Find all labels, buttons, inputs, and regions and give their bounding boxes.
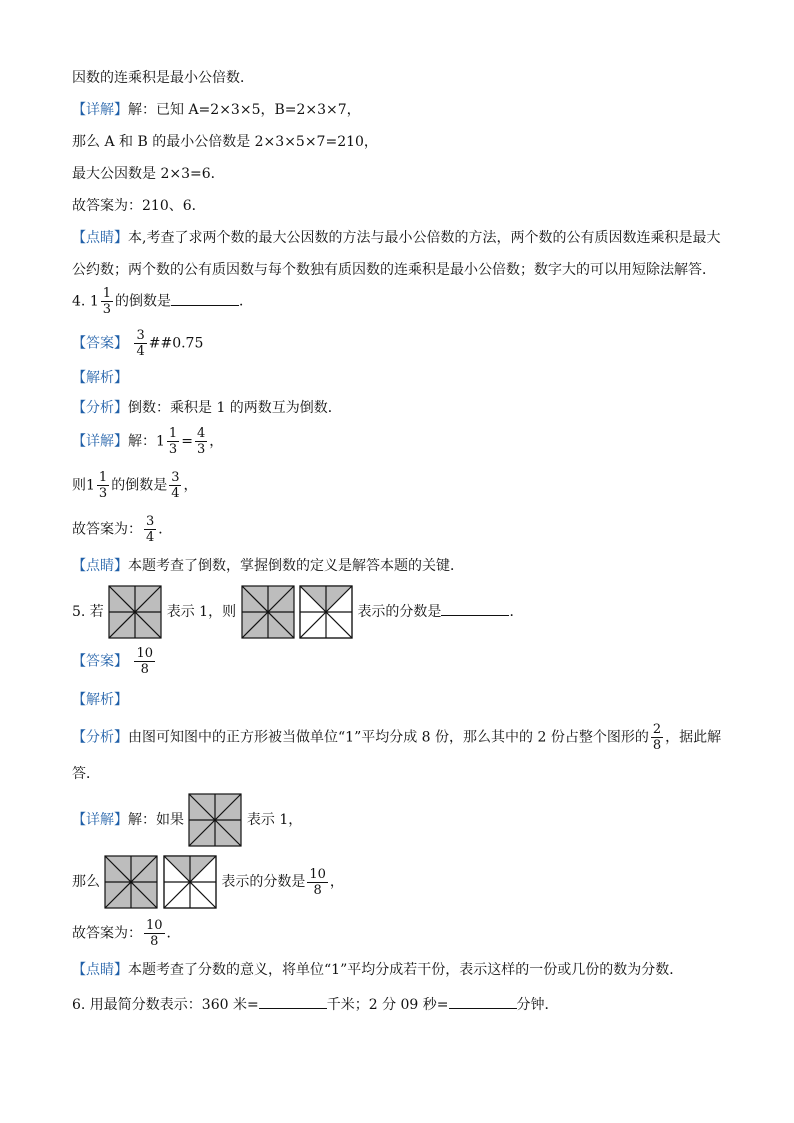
text-line: 那么 A 和 B 的最小公倍数是 2×3×5×7=210，	[72, 134, 378, 150]
question-4: 4. 1 $\frac{1}{3}$ 的倒数是 ．	[72, 286, 254, 317]
analysis-heading: 【解析】	[72, 692, 128, 708]
text-line: 答．	[72, 766, 100, 782]
text-line: 最大公因数是 2×3=6．	[72, 166, 225, 182]
fraction: $\frac{1}{3}$	[98, 470, 108, 501]
square-shaded-figure	[104, 855, 158, 909]
fraction: $\frac{10}{8}$	[146, 918, 163, 949]
text-line: 故答案为： $\frac{10}{8}$ ．	[72, 918, 181, 949]
answer-tag: 【答案】	[72, 335, 128, 352]
question-5: 5. 若 表示 1，则 表示的分数是 ．	[72, 584, 523, 640]
text-line: 【分析】倒数：乘积是 1 的两数互为倒数．	[72, 400, 342, 416]
text-line: 【详解】解：如果 表示 1，	[72, 792, 302, 848]
square-shaded-figure	[241, 585, 295, 639]
text-line: 则1 $\frac{1}{3}$ 的倒数是 $\frac{3}{4}$ ，	[72, 470, 198, 501]
answer-line: 【答案】 $\frac{3}{4}$ ##0.75	[72, 328, 204, 359]
text-line: 故答案为：210、6．	[72, 198, 206, 214]
text-line: 【详解】解：已知 A=2×3×5，B=2×3×7，	[72, 102, 361, 118]
answer-tag: 【答案】	[72, 653, 128, 670]
answer-blank[interactable]	[449, 994, 517, 1009]
square-partial-figure	[299, 585, 353, 639]
fraction: $\frac{1}{3}$	[168, 426, 178, 457]
square-shaded-figure	[108, 585, 162, 639]
text-line: 【分析】由图可知图中的正方形被当做单位“1”平均分成 8 份，那么其中的 2 份占整个图形的 $\frac{2}{8}$ ，据此解	[72, 722, 722, 753]
text-line: 【点睛】本题考查了倒数，掌握倒数的定义是解答本题的关键．	[72, 558, 464, 574]
text-line: 那么 表示的分数是 $\frac{10}{8}$ ，	[72, 854, 344, 910]
fraction: $\frac{3}{4}$	[146, 514, 155, 545]
text-line: 公约数；两个数的公有质因数与每个数独有质因数的连乘积是最小公倍数；数字大的可以用短除法解答．	[72, 262, 716, 278]
answer-blank[interactable]	[441, 601, 509, 616]
answer-line	[72, 646, 157, 677]
text-line: 故答案为： $\frac{3}{4}$ ．	[72, 514, 173, 545]
answer-blank[interactable]	[171, 291, 239, 306]
question-6: 6. 用最简分数表示：360 米= 千米；2 分 09 秒= 分钟．	[72, 994, 559, 1015]
text-line: 【详解】解：1 $\frac{1}{3}$ = $\frac{4}{3}$ ，	[72, 426, 224, 457]
fraction: $\frac{10}{8}$	[309, 866, 326, 898]
text-line: 【点睛】本,考查了求两个数的最大公因数的方法与最小公倍数的方法，两个数的公有质因数连乘积是最大	[72, 230, 721, 246]
square-partial-figure	[163, 855, 217, 909]
analysis-heading: 【解析】	[72, 370, 128, 386]
text-line: 因数的连乘积是最小公倍数．	[72, 70, 254, 86]
note-tag: 【点睛】	[72, 230, 128, 246]
detail-tag: 【详解】	[72, 102, 128, 118]
fraction: $\frac{3}{4}$	[171, 470, 180, 501]
fraction: $\frac{4}{3}$	[196, 426, 206, 457]
fraction: $\frac{3}{4}$	[136, 328, 145, 359]
fraction: $\frac{2}{8}$	[652, 722, 662, 753]
fraction: $\frac{1}{3}$	[102, 286, 112, 317]
square-shaded-figure	[188, 793, 242, 847]
answer-blank[interactable]	[259, 994, 327, 1009]
fraction: $\frac{10}{8}$	[136, 646, 153, 677]
text-line: 【点睛】本题考查了分数的意义，将单位“1”平均分成若干份，表示这样的一份或几份的数为分数．	[72, 962, 684, 978]
